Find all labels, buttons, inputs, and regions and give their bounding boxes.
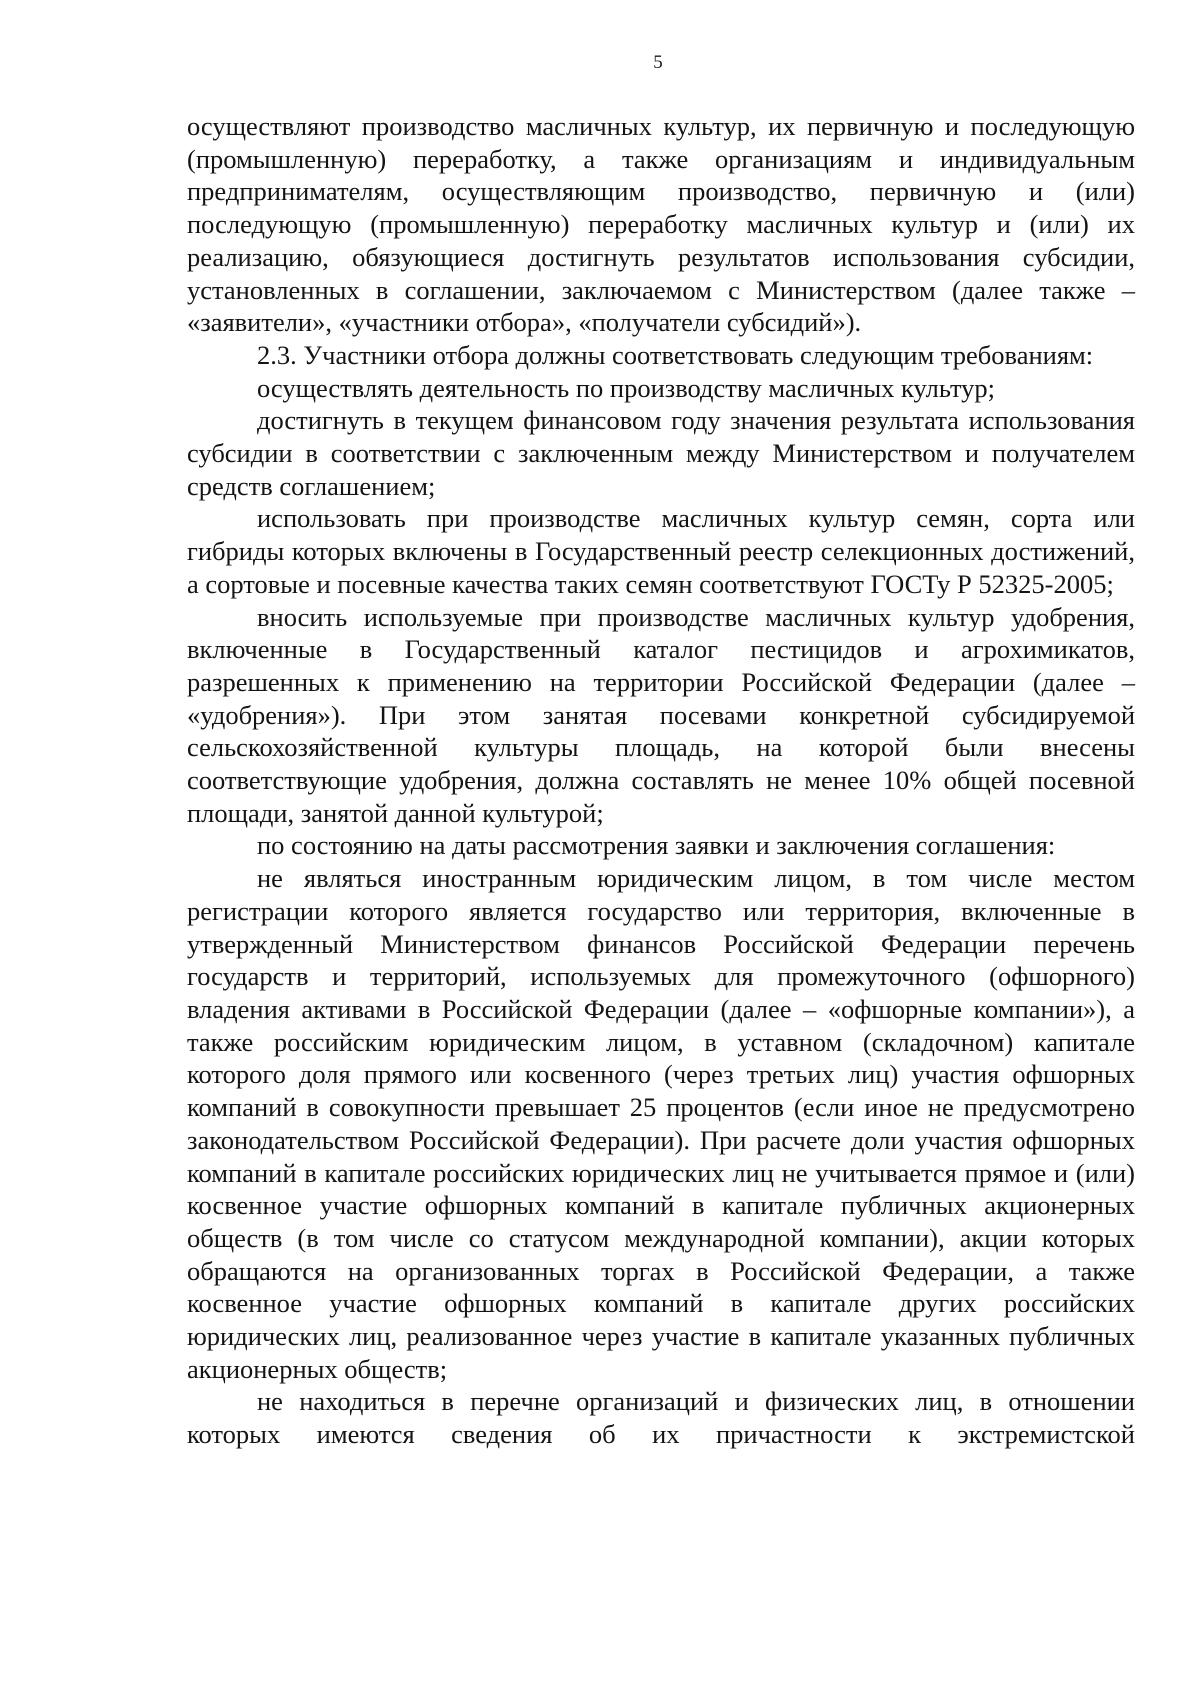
page-number: 5 [653,52,663,73]
paragraph-applicants-definition: осуществляют производство масличных культур, их первичную и последующую (промышленную) переработку, а также организациям и индивидуальным предпринимателям, осуществляющим производство, первичную и (или) последующую (промышленную) переработку масличных культур и (или) их реализацию, обязующиеся достигнуть результатов использования субсидии, установленных в соглашении, заключаемом с Министерством (далее также – «заявители», «участники отбора», «получатели субсидий»). [187,111,1135,338]
paragraph-extremism-list: не находиться в перечне организаций и физических лиц, в отношении которых имеются сведения об их причастности к экстремистской [187,1386,1135,1450]
paragraph-requirement-seeds: использовать при производстве масличных культур семян, сорта или гибриды которых включены в Государственный реестр селекционных достижений, а сортовые и посевные качества таких семян соответствуют ГОСТу Р 52325-2005; [187,503,1135,599]
paragraph-status-dates: по состоянию на даты рассмотрения заявки и заключения соглашения: [257,830,1056,861]
document-body [187,110,1135,1451]
paragraph-offshore-companies: не являться иностранным юридическим лицом, в том числе местом регистрации которого является государство или территория, включенные в утвержденный Министерством финансов Российской Федерации перечень государств и территорий, используемых для промежуточного (офшорного) владения активами в Российской Федерации (далее – «офшорные компании»), а также российским юридическим лицом, в уставном (складочном) капитале которого доля прямого или косвенного (через третьих лиц) участия офшорных компаний в совокупности превышает 25 процентов (если иное не предусмотрено законодательством Российской Федерации). При расчете доли участия офшорных компаний в капитале российских юридических лиц не учитывается прямое и (или) косвенное участие офшорных компаний в капитале публичных акционерных обществ (в том числе со статусом международной компании), акции которых обращаются на организованных торгах в Российской Федерации, а также косвенное участие офшорных компаний в капитале других российских юридических лиц, реализованное через участие в капитале указанных публичных акционерных обществ; [187,863,1135,1384]
paragraph-requirement-result: достигнуть в текущем финансовом году значения результата использования субсидии в соответствии с заключенным между Министерством и получателем средств соглашением; [187,405,1135,501]
paragraph-section-2-3: 2.3. Участники отбора должны соответствовать следующим требованиям: [257,339,1094,370]
paragraph-requirement-activity: осуществлять деятельность по производству масличных культур; [257,372,996,403]
paragraph-requirement-fertilizers: вносить используемые при производстве масличных культур удобрения, включенные в Государственный каталог пестицидов и агрохимикатов, разрешенных к применению на территории Российской Федерации (далее – «удобрения»). При этом занятая посевами конкретной субсидируемой сельскохозяйственной культуры площадь, на которой были внесены соответствующие удобрения, должна составлять не менее 10% общей посевной площади, занятой данной культурой; [187,601,1135,828]
